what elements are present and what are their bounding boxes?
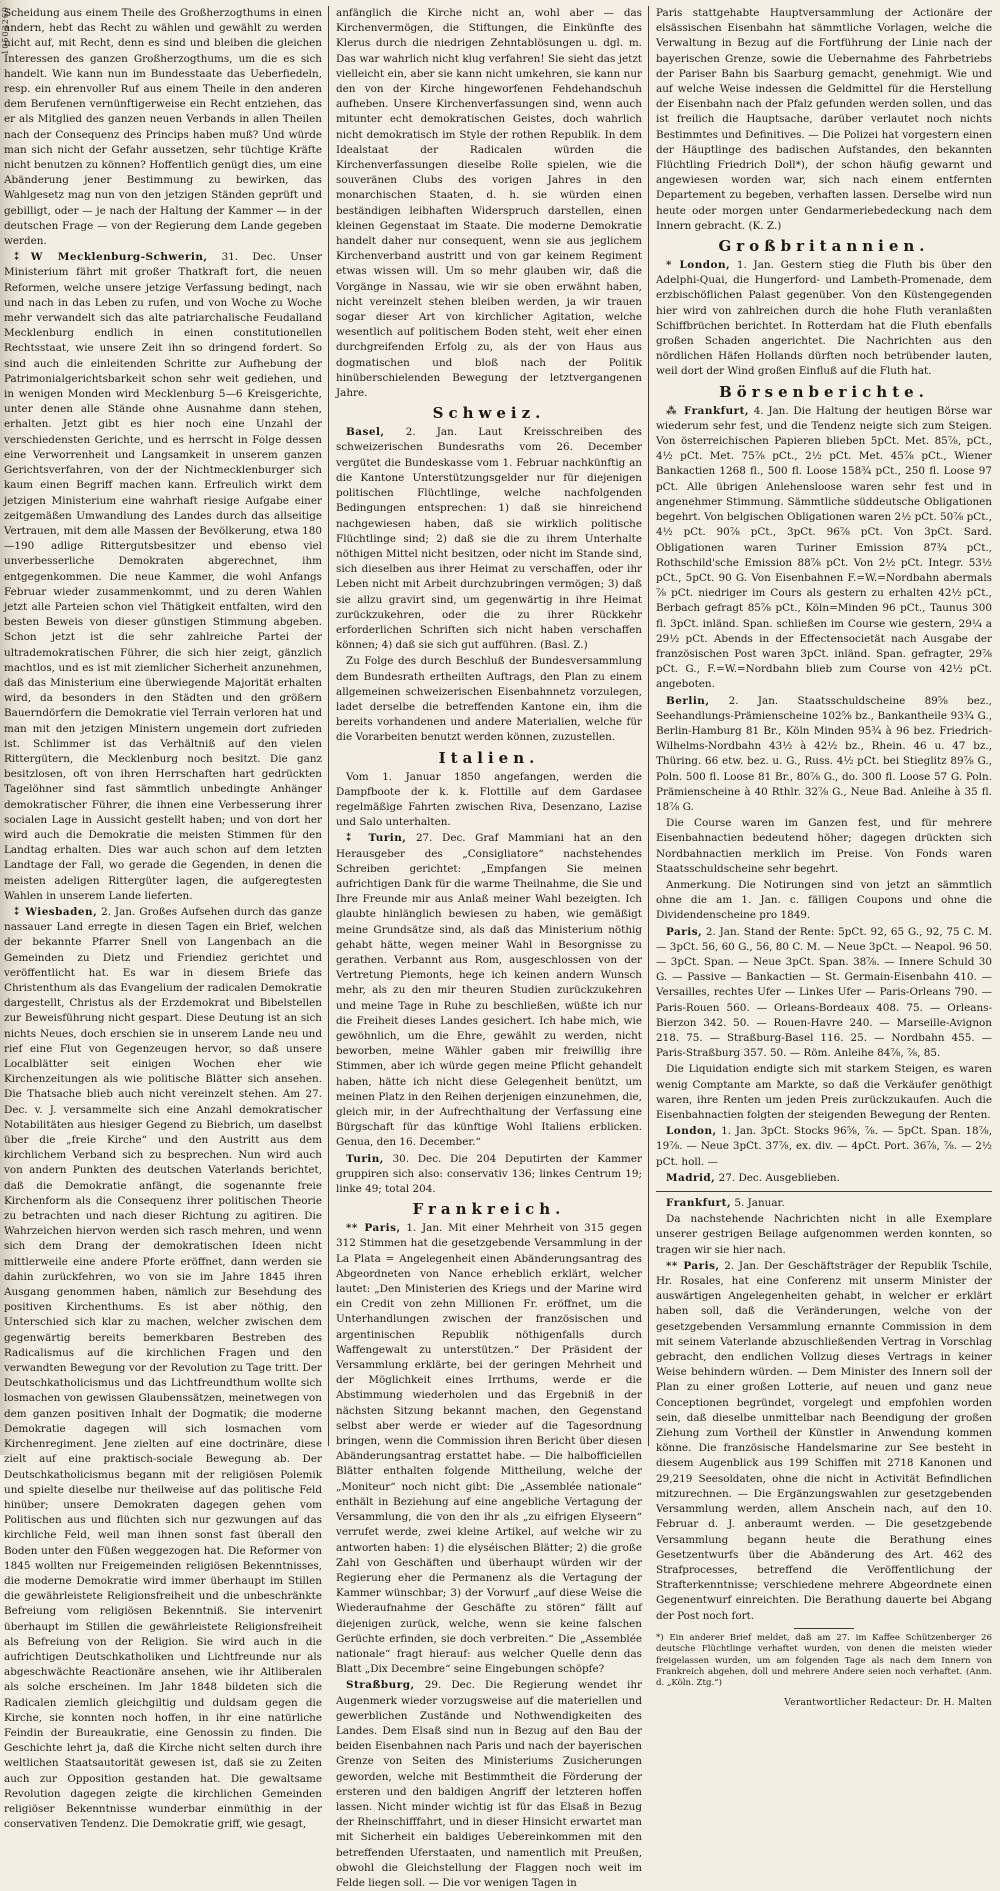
section-heading-italien: Italien. [438,748,540,767]
article-paragraph [4,905,322,1832]
section-heading-grossbritannien: Großbritannien. [718,237,930,256]
dateline: ⁑ Turin, [346,832,407,845]
dateline: ⁑W Mecklenburg-Schwerin, [14,251,208,264]
article-text: 1. Jan. Mit einer Mehrheit von 315 gegen 312 Stimmen hat die gesetzgebende Versammlung in der La Plata = Angelegenheit einen Abänderungsantrag des Abgeordneten von Nance erheblich erklärt, welcher lautet: „Den Ministerien des Kriegs und der Marine wird ein Credit von zehn Millionen Fr. eröffnet, um die Unterhandlungen zwischen der französischen und argentinischen Republik nöthigenfalls durch Waffengewalt zu unterstützen.“ Der Präsident der Versammlung erklärte, bei der geringen Mehrheit und der Möglichkeit eines Irrthums, werde er die Abstimmung wiederholen und das Ergebniß in der nächsten Sitzung bekannt machen, den Gegenstand selbst aber werde er wieder auf die Tagesordnung bringen, wenn die Commission ihren Bericht über diesen Abänderungsantrag erstattet habe. — Die halbofficiellen Blätter enthalten folgende Mittheilung, welche der „Moniteur“ noch nicht gibt: Die „Assemblée nationale“ enthält in Beziehung auf eine angebliche Vertagung der Versammlung, die von den ihr als „zu eifrigen Elyseern“ verrufet werde, zwei kleine Artikel, auf welche wir zu antworten haben: 1) die elyséischen Blätter; 2) die große Zahl von Geschäften und überhaupt würden wir der Regierung eher die Permanenz als die Vertagung der Kammer wünschbar; 3) der Vorwurf „auf diese Weise die Wiederaufnahme der Geschäfte zu stören“ fällt auf diejenigen zurück, welche, wenn sie keine falschen Gerüchte erfinden, sie doch verbreiten.“ Die „Assemblée nationale“ fragt hierauf: aus welcher Quelle denn das Blatt „Dix Decembre“ seine Eingebungen schöpfe? [336,1222,643,1676]
dateline: ⁑ Wiesbaden, [14,905,98,918]
section-divider [656,1191,992,1192]
article-text: 2. Jan. Der Geschäftsträger der Republik Tschile, Hr. Rosales, hat eine Conferenz mit unserm Minister der auswärtigen Angelegenheiten gehabt, in welcher er erklärt haben soll, daß die Veränderungen, welche von der gesetzgebenden Versammlung ernannte Commission in dem mit seinem Vaterlande abzuschließenden Vertrag in Vorschlag gebracht, den endlichen Vollzug dieses Vertrags in keiner Weise behindern würden. — Dem Minister des Innern soll der Plan zu einer großen Lotterie, auf neuen und ganz neue Conceptionen begründet, vorgelegt und empfohlen worden sein, daß dieselbe unmittelbar nach Beendigung der großen Ziehung zum Vortheil der Künstler in Anwendung kommen könne. Die französische Handelsmarine zur See besteht in diesem Augenblick aus 199 Schiffen mit 2718 Kanonen und 29,219 Seesoldaten, ohne die nicht in Activität Befindlichen mitzurechnen. — Die Ergänzungswahlen zur gesetzgebenden Versammlung werden, allem Anschein nach, auf den 10. Februar d. J. anberaumt werden. — Die gesetzgebende Versammlung begann heute die Berathung eines Gesetzentwurfs über die Abänderung des Art. 462 des Strafprocesses, betreffend die Veröffentlichung der Strafterkenntnisse; verschiedene mehrere Abgeordnete einen Gegenentwurf einreichten. Die Berathung dauerte bei Abgang der Post noch fort. [656,1259,993,1622]
archive-id: 10503269 [1,6,10,55]
column-3 [656,6,993,1708]
article-paragraph [656,925,992,1062]
article-paragraph: Da nachstehende Nachrichten nicht in alle Exemplare unserer gestrigen Beilage aufgenommen werden konnten, so tragen wir sie hier nach. [656,1213,992,1256]
article-paragraph [336,425,642,653]
column-rule [648,6,649,1446]
article-paragraph [656,258,992,380]
article-paragraph: Die Liquidation endigte sich mit starkem Steigen, es waren wenig Comptante am Markte, so daß die Verkäufer genöthigt waren, ihre Renten um jeden Preis zurückzukaufen. Auch die Eisenbahnactien folgten der steigenden Bewegung der Renten. [656,1063,992,1122]
article-paragraph [4,250,322,904]
section-heading-frankreich: Frankreich. [412,1200,566,1219]
article-paragraph: anfänglich die Kirche nicht an, wohl aber — das Kirchenvermögen, die Stiftungen, die Einkünfte des Klerus durch die niedrigen Zehntablösungen u. dgl. m. Das war wahrlich nicht klug verfahren! Sie sieht das jetzt vielleicht ein, aber sie kann nicht umkehren, sie kann nur den von der Kirche hingeworfenen Fehdehandschuh aufheben. Unsere Kirchenverfassungen sind, wenn auch mitunter echt demokratischen Geistes, doch wahrlich nicht demokratisch im Style der rothen Republik. In dem Idealstaat der Radicalen würden die Kirchenverfassungen dieselbe Rolle spielen, wie die souveränen Clubs des vorigen Jahres in den monarchischen Staaten, d. h. sie würden einen beständigen leibhaften Widerspruch darstellen, einen kleinen Gegenstaat im Staate. Die moderne Demokratie handelt daher nur consequent, wenn sie aus jeglichem Kirchenverband austritt und von gar keinem Regiment etwas wissen will. Um so mehr glauben wir, daß die Vorgänge in Nassau, wie wir sie oben erwähnt haben, nicht vereinzelt stehen bleiben werden, ja wir trauen sogar dieser Art von kirchlicher Agitation, welche wesentlich auf politischem Boden steht, weit eher einen durchgreifenden Erfolg zu, als der von Haus aus dogmatischen und bloß nach der Politik hinüberschielenden Bewegung der letztvergangenen Jahre. [336,7,642,400]
article-text: 27. Dec. Ausgeblieben. [715,1171,840,1184]
article-text: 27. Dec. Graf Mammiani hat an den Herausgeber des „Consigliatore“ nachstehendes Schreiben gerichtet: „Empfangen Sie meinen aufrichtigen Dank für die warme Theilnahme, die Sie und Ihre Freunde mir aus Anlaß meiner Wahl bezeigten. Ich glaubte hinlänglich bewiesen zu haben, wie gemäßigt meine Grundsätze sind, als daß das Ministerium nöthig gehabt hätte, wegen meiner Wahl in Besorgnisse zu gerathen. Verbannt aus Rom, ausgeschlossen von der Vertretung Piemonts, hege ich keinen andern Wunsch mehr, als zu den mir theuren Studien zurückzukehren und meine Tage in Ruhe zu beschließen, wüßte ich nur die Freiheit dieses Landes gesichert. Ich habe mich, wie gewöhnlich, um die Ehre, gewählt zu werden, nicht beworben, meine Wähler gaben mir freiwillig ihre Stimmen, aber ich würde gegen meine Pflicht gehandelt haben, hätte ich nicht diese Gelegenheit benützt, um meinen Platz in den Reihen derjenigen einzunehmen, die, gleich mir, in der Aufrechthaltung der Verfassung eine Bürgschaft für das künftige Wohl Italiens erblicken. Genua, den 16. December.“ [336,832,642,1149]
article-paragraph: Die Course waren im Ganzen fest, und für mehrere Eisenbahnactien bedeutend höher; dagegen drückten sich Nordbahnactien merklich im Preise. Von Fonds waren Staatsschuldscheine sehr begehrt. [656,817,992,875]
dateline: London, [666,1125,717,1138]
column-1 [4,6,322,1831]
article-paragraph: Scheidung aus einem Theile des Großherzogthums in einen andern, hebt das Recht zu wählen und gewählt zu werden nicht auf, mit Recht, denn es sind und bleiben die gleichen Interessen des ganzen Großherzogthums, um die es sich handelt. Wie kann nun im Bundesstaate das Ueberfiedeln, resp. ein ehrenvoller Ruf aus einem Theile in den anderen dem Berufenen vernünftigerweise ein Recht entziehen, das er als Mitglied des ganzen neuen Verbands in allen Theilen nach der Consequenz des Princips haben muß? Und würde man sich nicht der Gefahr aussetzen, sehr tüchtige Kräfte nicht benutzen zu können? Hoffentlich genügt dies, um eine Abänderung jener Bestimmung zu bewirken, das Wahlgesetz mag nun von den jetzigen Ständen geprüft und gebilligt, oder — je nach der Haltung der Kammer — in der deutschen Frage — von der Regierung dem Lande gegeben werden. [4,7,322,248]
column-rule [328,6,329,1446]
editor-signature: Verantwortlicher Redacteur: Dr. H. Malten [784,1697,992,1708]
article-paragraph [336,1221,642,1677]
footnote: *) Ein anderer Brief meldet, daß am 27. im Kaffee Schützenberger 26 deutsche Flüchtlinge verhaftet wurden, von denen die meisten wieder freigelassen wurden, um am folgenden Tage als nach dem Innern von Frankreich abgehen, doll und mehrere Andere seien noch verhaftet. (Anm. d. „Köln. Ztg.“) [656,1632,992,1689]
dateline: * London, [666,259,731,272]
article-paragraph [336,1678,642,1891]
dateline: Straßburg, [346,1679,415,1692]
dateline: ** Paris, [666,1259,720,1272]
article-text: 29. Dec. Die Regierung wendet ihr Augenmerk wieder vorzugsweise auf die materiellen und gewerblichen Zustände und Nothwendigkeiten des Landes. Dem Elsaß sind nun in Bezug auf den Bau der beiden Eisenbahnen nach Paris und nach der bayerischen Grenze von Seiten des Ministeriums Zusicherungen geworden, welche mit Bestimmtheit die Förderung der ersteren und den baldigen Angriff der letzteren hoffen lassen. Nicht minder wichtig ist für das Elsaß in Bezug der Rheinschifffahrt, und in dieser Hinsicht erwartet man mit Sicherheit ein baldiges Uebereinkommen mit den betreffenden Uferstaaten, und namentlich mit Preußen, obwohl die Gleichstellung der Flaggen noch weit im Felde liegen soll. — Die vor wenigen Tagen in [336,1679,642,1889]
article-paragraph: Anmerkung. Die Notirungen sind von jetzt an sämmtlich ohne die am 1. Jan. c. fälligen Coupons und ohne die Dividendenscheine pro 1849. [656,878,992,922]
dateline: Basel, [346,426,385,439]
article-text: 2. Jan. Laut Kreisschreiben des schweizerischen Bundesraths vom 26. December vergütet die Bundeskasse vom 1. Februar nachkünftig an die Kantone Unterstützungsgelder nur für diejenigen politischen Flüchtlinge, welche nachfolgenden Bedingungen entsprechen: 1) daß sie hinreichend nachgewiesen haben, daß sie wirklich politische Flüchtlinge sind; 2) daß sie die zu ihrem Unterhalte nöthigen Mittel nicht besitzen, oder nicht im Stande sind, sich dieselben aus ihrer Heimat zu verschaffen, oder ihr Leben nicht mit Arbeit durchzubringen vermögen; 3) daß sie allzu gravirt sind, um gegenwärtig in ihre Heimat zurückzukehren, oder die zu ihrer Rückkehr erforderlichen Schriften sich nicht haben verschaffen können; 4) daß sie sich gut aufführen. (Basl. Z.) [336,426,642,652]
article-text: 1. Jan. 3pCt. Stocks 96⅝, ⅞. — 5pCt. Span. 18⅞, 19⅞. — Neue 3pCt. 37⅞, ex. div. — 4pCt. Port. 36⅞, ⅞. — 2½ pCt. holl. — [656,1125,992,1168]
article-text: 2. Jan. Staatsschuldscheine 89⅝ bez., Seehandlungs-Prämienscheine 102⅝ bz., Bankantheile 93¾ G., Berlin-Hamburg 81 Br., Köln Minden 95¾ à 96 bez. Friedrich-Wilhelms-Nordbahn 43½ à 42½ bz., Rhein. 46 u. 47 bz., Thüring. 66 etw. bez. u. G., Russ. 4½ pCt. bei Stieglitz 89⅞ G., Poln. 500 fl. Loose 81 Br., 80⅞ G., do. 300 fl. Loose 57 G. Poln. Prämienscheine à 40 Rthlr. 32⅞ G., Neue Bad. Anleihe à 35 fl. 18⅞ G. [656,694,992,813]
footnote-divider [794,1628,854,1629]
article-text: 2. Jan. Stand der Rente: 5pCt. 92, 65 G., 92, 75 C. M. — 3pCt. 56, 60 G., 56, 80 C. M. — Neue 3pCt. — Neapol. 96 50. — 3pCt. Span. — Neue 3pCt. Span. 38⅞. — Innere Schuld 30 G. — Passive — Bankactien — St. Germain-Eisenbahn 410. — Versailles, rechtes Ufer — Linkes Ufer — Paris-Orleans 790. — Paris-Rouen 560. — Orleans-Bordeaux 408. 75. — Orleans-Bierzon 342. 50. — Rouen-Havre 240. — Marseille-Avignon 218. 75. — Straßburg-Basel 116. 25. — Nordbahn 455. — Paris-Straßburg 357. 50. — Röm. Anleihe 84⅞, ⅞, 85. [656,925,992,1060]
article-paragraph [656,1171,992,1186]
article-paragraph [656,1196,992,1211]
article-paragraph [336,1152,642,1198]
article-paragraph [656,694,992,816]
article-paragraph: Vom 1. Januar 1850 angefangen, werden die Dampfboote der k. k. Flottille auf dem Gardasee regelmäßige Fahrten zwischen Riva, Desenzano, Lazise und Salo unterhalten. [336,770,642,829]
article-paragraph [336,831,642,1150]
section-heading-boersenberichte: Börsenberichte. [719,382,929,401]
article-paragraph: Zu Folge des durch Beschluß der Bundesversammlung dem Bundesrath ertheilten Auftrags, den Plan zu einem allgemeinen schweizerischen Eisenbahnnetz vorzulegen, ladet derselbe die betreffenden Kantone ein, ihm die bereits vorhandenen und andere Materialien, welche für die Vorarbeiten benutzt werden können, zuzustellen. [336,655,642,744]
article-paragraph [656,404,992,693]
dateline: Berlin, [666,694,710,707]
dateline: Madrid, [666,1171,716,1184]
article-text: 31. Dec. Unser Ministerium fährt mit großer Thatkraft fort, die neuen Reformen, welche unsere jetzige Verfassung bedingt, nach und nach in das Leben zu rufen, und von Woche zu Woche mehr verwandelt sich das alte patriarchalische Feudalland Mecklenburg endlich in einen constitutionellen Rechtsstaat, wie unsere Zeit ihn so dringend fordert. So sind auch die einleitenden Schritte zur Aufhebung der Patrimonialgerichtsbarkeit schon sehr weit gediehen, und in wenigen Monden wird Mecklenburg 5—6 Kreisgerichte, unter denen alle Stände ohne Ausnahme dann stehen, erhalten. Jetzt gibt es hier noch eine Unzahl der verschiedensten Gerichte, und es herrscht in Folge dessen eine Verworrenheit und Langsamkeit in unserem ganzen Gerichtsverfahren, von der der Nichtmecklenburger sich kaum einen Begriff machen kann. Erfreulich wirkt dem jetzigen Ministerium eine wahrhaft riesige Aufgabe einer zeitgemäßen Umwandlung des Landes durch das allseitige Vertrauen, mit dem alle Massen der Bevölkerung, etwa 180—190 adlige Rittergutsbesitzer und ebenso viel unverbesserliche Demokraten abgerechnet, ihm entgegenkommen. Die neue Kammer, die wohl Anfangs Februar wieder zusammenkommt, und zu deren Wahlen jetzt alle Parteien schon viel Thätigkeit entfalten, wird den besten Beweis von dieser günstigen Stimmung abgeben. Schon jetzt ist die sehr zahlreiche Partei der ultrademokratischen Führer, die sich hier zeigt, gänzlich machtlos, und es ist mit ziemlicher Sicherheit anzunehmen, daß das Ministerium eine überwiegende Majorität erhalten wird, da besonders in den Städten und den größern Bauerndörfern die Demokratie viel Terrain verloren hat und man mit den jetzigen Ministern ungemein dort zufrieden ist. Schlimmer ist das Verhältniß auf den vielen Rittergütern, die Mecklenburg noch besitzt. Die ganz besitzlosen, oft von ihren Herrschaften hart gedrückten Tagelöhner sind fast sämmtlich unbedingte Anhänger demokratischer Führer, die ihnen eine Verbesserung ihrer socialen Lage in Aussicht gestellt haben; und von dort her wird auch die Demokratie die meisten Stimmen für den Landtag erhalten. Dies war auch schon auf dem letzten Landtage der Fall, wo gerade die Gegenden, in denen die meisten adeligen Rittergüter lagen, die aufgeregtesten Wahlen in unserem Lande lieferten. [4,251,322,902]
dateline: Frankfurt, [666,1197,732,1210]
dateline: Turin, [346,1152,384,1165]
dateline: ⁂ Frankfurt, [666,404,750,417]
section-heading-schweiz: Schweiz. [432,404,546,423]
article-text: 5. Januar. [731,1197,785,1210]
column-2 [336,6,643,1889]
article-text: 1. Jan. Gestern stieg die Fluth bis über den Adelphi-Quai, die Hungerford- und Lambeth-Promenade, dem erzbischöflichen Palast gegenüber. Von den Küstengegenden hier wird von zahlreichen durch die hohe Fluth veranlaßten Schiffbrüchen berichtet. In Rotterdam hat die Fluth ebenfalls großen Schaden angerichtet. Die Nachrichten aus den nördlichen Häfen Hollands dürften noch betrübender lauten, weil dort der Wind großen Einfluß auf die Fluth hat. [656,259,992,378]
article-text: 2. Jan. Großes Aufsehen durch das ganze nassauer Land erregte in diesen Tagen ein Brief, welchen der bekannte Pfarrer Snell von Langenbach an die Gemeinden zu Dietz und Friendiez gerichtet und veröffentlicht hat. Es war in diesem Briefe das Christenthum als das Evangelium der radicalen Demokratie dargestellt, Christus als der Erzdemokrat und Bibelstellen zur Beweisführung nicht gespart. Diese Deutung ist an sich nichts Neues, doch erschien sie in unserem Lande neu und rief eine Flut von Gegenzeugen hervor, so daß unsere Localblätter seit einigen Wochen eher wie Kirchenzeitungen als wie politische Blätter sich ansehen. Die Thatsache blieb auch nicht vereinzelt stehen. Am 27. Dec. v. J. versammelte sich eine Anzahl demokratischer Notabilitäten aus hiesiger Gegend zu Biebrich, um daselbst über die „freie Kirche“ und den Austritt aus dem kirchlichem Verband sich zu besprechen. Nun wird auch von andern Punkten des deutschen Vaterlands berichtet, daß die Demokratie anfängt, die sogenannte freie Kirchenform als die Consequenz ihrer politischen Theorie zu betrachten und nach dieser Richtung zu agitiren. Die Wahrzeichen hiervon werden sich rasch mehren, und wenn sich dem Drang der demokratischen Ideen nicht mittlerweile eine andere Pforte eröffnet, dann werden sie dahin zurückfehren, wo von sie im Jahre 1845 ihren Ausgang genommen haben, nämlich zur Besehdung des positiven Kirchenthums. Es ist aber nöthig, den Unterschied sich klar zu machen, welcher zwischen dem gegenwärtig bereits bemerkbaren Bestreben des Radicalismus auf die kirchlichen Fragen und den verwandten Bewegung vor der Revolution zu Tage tritt. Der Deutschkatholicismus und das Lichtfreundthum wollte sich losmachen von gewissen Glaubenssätzen, meinetwegen von dem ganzen positiven Inhalt der Dogmatik; die moderne Demokratie dagegen will sich losmachen vom Kirchenregiment. Jene zielten auf eine doctrinäre, diese zielt auf eine praktisch-sociale Bewegung ab. Der Deutschkatholicismus begann mit der religiösen Polemik und spielte dieselbe nur theilweise auf das politische Feld hinüber; unsere Demokraten dagegen gehen vom Politischen aus und flüchten sich nur gezwungen auf das kirchliche Feld, weil man ihnen sonst fast überall den Boden unter den Füßen weggezogen hat. Die Reformer von 1845 wollten nur Freigemeinden religiösen Bekenntnisses, die moderne Demokratie wird immer überhaupt im Stillen die gewährleistete Religionsfreiheit und die unbeschränkte Befreiung vom religiösen Bekenntniß. Sie intervenirt überhaupt im Stillen die gewährleistete Religionsfreiheit als Befreiung von der Religion. Sie wird auch in die aufrichtigen Deutschkatholiken und Lichtfreunde nur als abgeschwächte Reactionäre ansehen, wie ihr Altliberalen als solche erscheinen. Im Jahr 1848 bildeten sich die Radicalen ziemlich gleichgiltig und duldsam gegen die Kirche, sie konnten noch hoffen, in ihr eine natürliche Feindin der Bureaukratie, eine Genossin zu finden. Die Geschichte lehrt ja, daß die Kirche nicht selten durch ihre weltlichen Staatsautorität gewesen ist, daß sie zu Zeiten auch zur Opposition gestanden hat. Die gewaltsame Revolution dagegen zeigte die kirchlichen Gemeinden religiöser Bekenntnisse wunderbar einmüthig in der conservativen Tendenz. Die Demokratie griff, wie gesagt, [4,905,322,1831]
dateline: ** Paris, [346,1222,401,1235]
article-text: 4. Jan. Die Haltung der heutigen Börse war wiederum sehr fest, und die Tendenz neigte sich zum Steigen. Von österreichischen Papieren blieben 5pCt. Met. 85⅞, pCt., 4½ pCt. Met. 75⅞ pCt., 2½ pCt. Met. 45⅞ pCt., Wiener Bankactien 1268 fl., 500 fl. Loose 158¾ pCt., 250 fl. Loose 97 pCt. Alle übrigen Anlehensloose waren sehr fest und in angenehmer Stimmung. Sämmtliche süddeutsche Obligationen begehrt. Von belgischen Obligationen waren 2½ pCt. 50⅞ pCt., 4½ pCt. 90⅞ pCt., 3pCt. 96⅞ pCt. Von 3pCt. Sard. Obligationen waren Turiner Emission 87¾ pCt., Rothschild'sche Emission 88⅞ pCt. Von 2½ pCt. Integr. 53½ pCt., 5pCt. 90 G. Von Eisenbahnen F.=W.=Nordbahn abermals ⅞ pCt. niedriger im Cours als gestern zu erhalten 42½ pCt., Berbach gefragt 85⅞ pCt., Köln=Minden 96 pCt., Taunus 300 fl. 3pCt. inländ. Span. schließen im Course wie gestern, 29¼ a 29½ pCt. Abends in der Effectensocietät nach Ausgabe der französischen Post waren 3pCt. inländ. Span. gefragter, 29⅞ pCt. G., F.=W.=Nordbahn blieb zum Course von 42½ pCt. angeboten. [656,404,992,691]
article-paragraph [656,1124,992,1170]
dateline: Paris, [666,925,703,938]
article-text: 30. Dec. Die 204 Deputirten der Kammer gruppiren sich also: conservativ 136; linkes Centrum 19; linke 49; total 204. [336,1152,642,1196]
article-paragraph: Paris stattgehabte Hauptversammlung der Actionäre der elsässischen Eisenbahn hat sämmtliche Vorlagen, welche die Verwaltung in Bezug auf die Fortführung der Linie nach der bayerischen Grenze, sowie die Uebernahme des Fahrbetriebs der Pariser Bahn bis Saarburg gemacht, genehmigt. Wie und auf welche Weise indessen die Geldmittel für die Herstellung der Eisenbahn nach der Pfalz gefunden werden sollen, und das ist freilich die Hauptsache, darüber verlautet noch nichts Bestimmtes und Definitives. — Die Polizei hat vorgestern einen der Häuptlinge des badischen Aufstandes, den bekannten Flüchtling Friedrich Doll*), der schon häufig gewarnt und angewiesen worden war, sich nach einem entfernten Departement zu begeben, verhaften lassen. Derselbe wird nun heute oder morgen unter Gendarmeriebedeckung nach dem Innern gebracht. (K. Z.) [656,7,992,232]
article-paragraph [656,1259,992,1624]
